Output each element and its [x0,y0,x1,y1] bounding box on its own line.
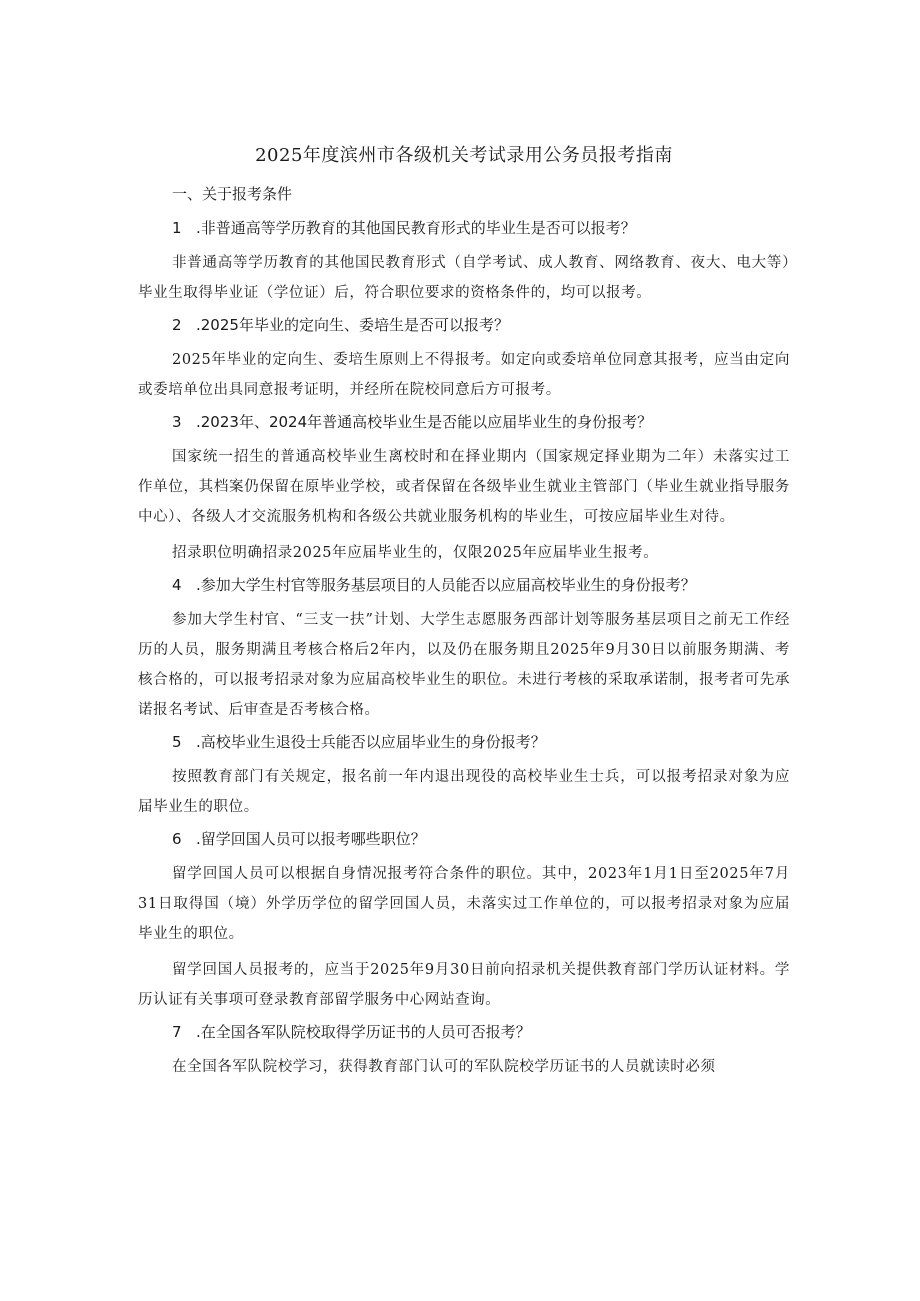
question-text: .2025年毕业的定向生、委培生是否可以报考？ [196,316,509,334]
answer-paragraph: 在全国各军队院校学习，获得教育部门认可的军队院校学历证书的人员就读时必须 [172,1059,716,1075]
question-heading [138,217,790,239]
question-number: 4 [172,576,182,594]
question-number: 5 [172,733,182,751]
question-text: .在全国各军队院校取得学历证书的人员可否报考？ [196,1023,531,1041]
question-heading [138,828,790,850]
question-text: .高校毕业生退役士兵能否以应届毕业生的身份报考？ [196,733,546,751]
answer-paragraph: 留学回国人员报考的，应当于2025年9月30日前向招录机关提供教育部门学历认证材料。学历认证有关事项可登录教育部留学服务中心网站查询。 [138,962,790,1008]
answer-paragraph: 招录职位明确招录2025年应届毕业生的，仅限2025年应届毕业生报考。 [172,545,659,561]
question-number: 3 [172,413,182,431]
question-heading [138,731,790,753]
question-number: 6 [172,830,182,848]
question-number: 2 [172,316,182,334]
question-1 [138,217,790,308]
question-heading [138,314,790,336]
answer-paragraph: 留学回国人员可以根据自身情况报考符合条件的职位。其中，2023年1月1日至2025年7月31日取得国（境）外学历学位的留学回国人员，未落实过工作单位的，可以报考招录对象为应届毕业生的职位。 [138,866,790,942]
section-heading: 一、关于报考条件 [172,185,293,203]
answer-paragraph: 非普通高等学历教育的其他国民教育形式（自学考试、成人教育、网络教育、夜大、电大等）毕业生取得毕业证（学位证）后，符合职位要求的资格条件的，均可以报考。 [138,255,790,301]
question-text: .参加大学生村官等服务基层项目的人员能否以应届高校毕业生的身份报考？ [196,576,696,594]
question-3 [138,411,790,568]
question-text: .2023年、2024年普通高校毕业生是否能以应届毕业生的身份报考？ [196,413,653,431]
question-number: 7 [172,1023,182,1041]
answer-paragraph: 国家统一招生的普通高校毕业生离校时和在择业期内（国家规定择业期为二年）未落实过工作单位，其档案仍保留在原毕业学校，或者保留在各级毕业生就业主管部门（毕业生就业指导服务中心）、各级人才交流服务机构和各级公共就业服务机构的毕业生，可按应届毕业生对待。 [138,449,790,525]
question-text: .留学回国人员可以报考哪些职位？ [196,830,426,848]
question-7 [138,1021,790,1082]
answer-paragraph: 参加大学生村官、“三支一扶”计划、大学生志愿服务西部计划等服务基层项目之前无工作经历的人员，服务期满且考核合格后2年内，以及仍在服务期且2025年9月30日以前服务期满、考核合格的，可以报考招录对象为应届高校毕业生的职位。未进行考核的采取承诺制，报考者可先承诺报名考试、后审查是否考核合格。 [138,612,790,718]
question-heading [138,411,790,433]
question-4 [138,574,790,725]
question-5 [138,731,790,822]
question-heading [138,574,790,596]
question-number: 1 [172,219,182,237]
document-title: 2025年度滨州市各级机关考试录用公务员报考指南 [255,145,673,166]
question-heading [138,1021,790,1043]
answer-paragraph: 2025年毕业的定向生、委培生原则上不得报考。如定向或委培单位同意其报考，应当由定向或委培单位出具同意报考证明，并经所在院校同意后方可报考。 [138,352,790,398]
question-2 [138,314,790,405]
question-6 [138,828,790,1015]
question-text: .非普通高等学历教育的其他国民教育形式的毕业生是否可以报考？ [196,219,636,237]
answer-paragraph: 按照教育部门有关规定，报名前一年内退出现役的高校毕业生士兵，可以报考招录对象为应届毕业生的职位。 [138,769,790,815]
